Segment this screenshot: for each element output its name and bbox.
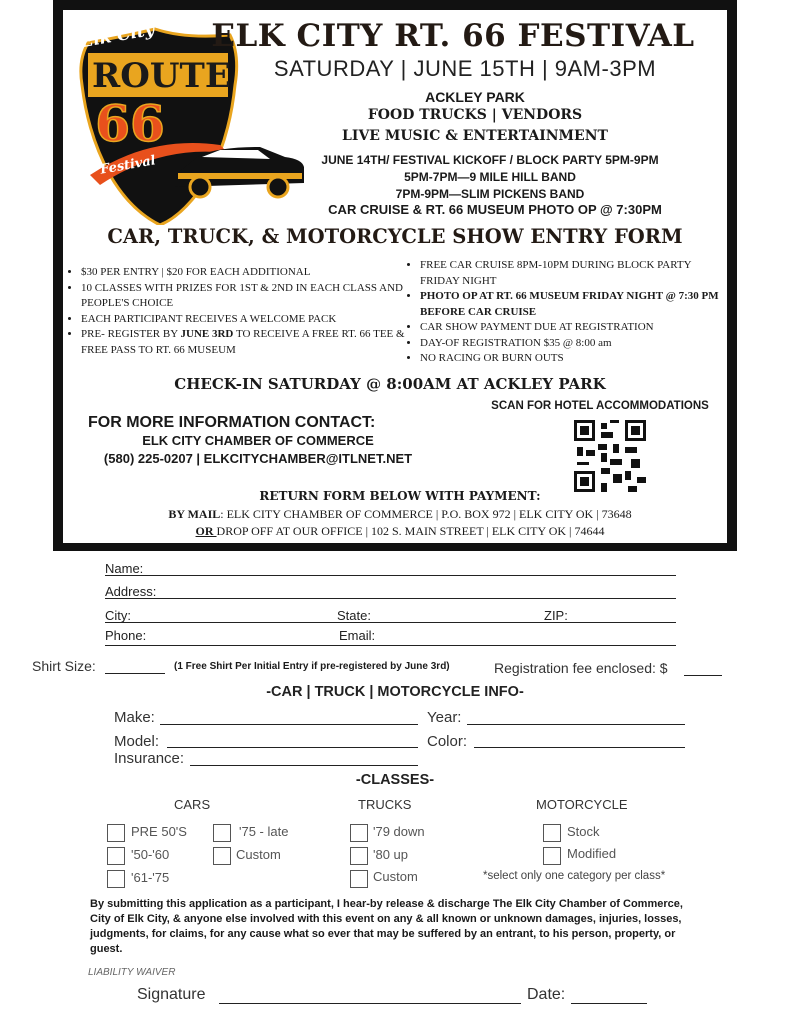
entry-form-title: CAR, TRUCK, & MOTORCYCLE SHOW ENTRY FORM (107, 225, 683, 248)
contact-org: ELK CITY CHAMBER OF COMMERCE (142, 433, 374, 448)
name-label: Name: (105, 561, 144, 576)
custom-truck-checkbox[interactable] (350, 870, 368, 888)
make-label: Make: (114, 709, 155, 726)
custom-truck-label: Custom (373, 869, 418, 884)
bullet-item: • NO RACING OR BURN OUTS (420, 351, 726, 367)
bullet-text: TO RECEIVE A FREE RT. 66 TEE & FREE PASS TO RT. 66 MUSEUM (81, 328, 405, 356)
phone-label: Phone: (105, 628, 147, 643)
waiver-label: LIABILITY WAIVER (88, 967, 176, 978)
cruise-photo-op: CAR CRUISE & RT. 66 MUSEUM PHOTO OP @ 7:30PM (328, 202, 662, 217)
band-line-2: 7PM-9PM—SLIM PICKENS BAND (395, 187, 585, 201)
61-75-checkbox[interactable] (107, 870, 125, 888)
contact-heading: FOR MORE INFORMATION CONTACT: (88, 414, 376, 431)
contact-phone-email: (580) 225-0207 | ELKCITYCHAMBER@ITLNET.NET (103, 451, 413, 466)
logo-66: 66 (95, 94, 165, 153)
motorcycle-heading: MOTORCYCLE (536, 797, 628, 812)
shirt-note: (1 Free Shirt Per Initial Entry if pre-registered by June 3rd) (174, 661, 450, 672)
bullet-item: • 10 CLASSES WITH PRIZES FOR 1ST & 2ND IN EACH CLASS AND PEOPLE'S CHOICE (81, 281, 407, 312)
city-label: City: (105, 608, 131, 623)
fee-field[interactable] (684, 675, 722, 676)
stock-label: Stock (567, 824, 600, 839)
address-field[interactable] (105, 598, 676, 599)
dropoff-address (110, 524, 690, 539)
qr-code-icon[interactable] (574, 420, 646, 492)
pre50-label: PRE 50'S (131, 824, 187, 839)
return-heading: RETURN FORM BELOW WITH PAYMENT: (259, 489, 541, 503)
fee-label: Registration fee enclosed: $ (494, 660, 668, 676)
food-vendors: FOOD TRUCKS | VENDORS (367, 107, 583, 123)
bullet-item: • FREE CAR CRUISE 8PM-10PM DURING BLOCK PARTY FRIDAY NIGHT (420, 258, 726, 289)
address-label: Address: (105, 584, 157, 599)
signature-label: Signature (137, 986, 206, 1003)
stock-checkbox[interactable] (543, 824, 561, 842)
custom-car-checkbox[interactable] (213, 847, 231, 865)
bullets-left (67, 265, 407, 358)
make-field[interactable] (160, 724, 418, 725)
kickoff-line: JUNE 14TH/ FESTIVAL KICKOFF / BLOCK PARTY 5PM-9PM (321, 153, 659, 167)
name-field[interactable] (105, 575, 676, 576)
modified-checkbox[interactable] (543, 847, 561, 865)
zip-label: ZIP: (544, 608, 568, 623)
79down-checkbox[interactable] (350, 824, 368, 842)
trucks-heading: TRUCKS (358, 797, 412, 812)
mail-address (110, 507, 690, 522)
checkin-line: CHECK-IN SATURDAY @ 8:00AM AT ACKLEY PARK (174, 375, 606, 393)
modified-label: Modified (567, 846, 617, 861)
bullet-item: • EACH PARTICIPANT RECEIVES A WELCOME PACK (81, 312, 407, 328)
79down-label: '79 down (373, 824, 425, 839)
logo-script-bottom: Festival (99, 153, 157, 178)
date-field[interactable] (571, 1003, 647, 1004)
live-music: LIVE MUSIC & ENTERTAINMENT (342, 128, 608, 144)
kickoff-schedule (290, 152, 690, 203)
city-state-zip-field[interactable] (105, 622, 676, 623)
signature-field[interactable] (219, 1003, 521, 1004)
shirt-label: Shirt Size: (32, 658, 96, 674)
festival-date: SATURDAY | JUNE 15TH | 9AM-3PM (273, 56, 657, 81)
50-60-label: '50-'60 (131, 847, 170, 862)
drop-text: DROP OFF AT OUR OFFICE | 102 S. MAIN STREET | ELK CITY OK | 74644 (216, 524, 605, 538)
phone-email-field[interactable] (105, 645, 676, 646)
bullet-item (81, 327, 407, 358)
75late-checkbox[interactable] (213, 824, 231, 842)
bullet-item: • $30 PER ENTRY | $20 FOR EACH ADDITIONAL (81, 265, 407, 281)
scan-label: SCAN FOR HOTEL ACCOMMODATIONS (491, 400, 709, 412)
year-label: Year: (427, 709, 462, 726)
year-field[interactable] (467, 724, 685, 725)
bullet-item: • DAY-OF REGISTRATION $35 @ 8:00 am (420, 336, 726, 352)
color-label: Color: (427, 733, 468, 750)
or-label: OR (195, 524, 217, 538)
bullets-right (406, 258, 726, 367)
state-label: State: (337, 608, 371, 623)
model-field[interactable] (167, 747, 418, 748)
bullet-bold: JUNE 3RD (180, 328, 234, 340)
custom-car-label: Custom (236, 847, 281, 862)
insurance-field[interactable] (190, 765, 418, 766)
date-label: Date: (527, 986, 566, 1003)
festival-title: ELK CITY RT. 66 FESTIVAL (211, 18, 695, 54)
insurance-label: Insurance: (114, 750, 185, 767)
bullet-item: • PHOTO OP AT RT. 66 MUSEUM FRIDAY NIGHT @ 7:30 PM BEFORE CAR CRUISE (420, 289, 726, 320)
location: ACKLEY PARK (425, 89, 525, 105)
cars-heading: CARS (174, 797, 211, 812)
logo-script-top: Elk City (78, 19, 157, 53)
50-60-checkbox[interactable] (107, 847, 125, 865)
waiver-text: By submitting this application as a participant, I hear-by release & discharge The Elk City Chamber of Commerce, City of Elk City, & anyone else involved with this event on any & all known or unknown damages, injuries, losses, judgments, for claims, for any cause what so ever that may be suffered by an entrant, to his person, property, or guest. (90, 898, 683, 955)
color-field[interactable] (474, 747, 685, 748)
class-note: *select only one category per class* (483, 870, 666, 882)
bullet-item: • CAR SHOW PAYMENT DUE AT REGISTRATION (420, 320, 726, 336)
model-label: Model: (114, 733, 160, 750)
80up-checkbox[interactable] (350, 847, 368, 865)
band-line-1: 5PM-7PM—9 MILE HILL BAND (404, 170, 576, 184)
61-75-label: '61-'75 (131, 870, 170, 885)
vehicle-heading: -CAR | TRUCK | MOTORCYCLE INFO- (266, 684, 524, 700)
mail-text: : ELK CITY CHAMBER OF COMMERCE | P.O. BOX 972 | ELK CITY OK | 73648 (220, 507, 632, 521)
email-label: Email: (339, 628, 376, 643)
75late-label: '75 - late (239, 824, 289, 839)
shirt-size-field[interactable] (105, 673, 165, 674)
classes-heading: -CLASSES- (355, 772, 435, 788)
pre50-checkbox[interactable] (107, 824, 125, 842)
mail-label: BY MAIL (168, 507, 221, 521)
logo-route: ROUTE (92, 56, 231, 96)
80up-label: '80 up (373, 847, 409, 862)
bullet-text: PRE- REGISTER BY (81, 328, 181, 340)
